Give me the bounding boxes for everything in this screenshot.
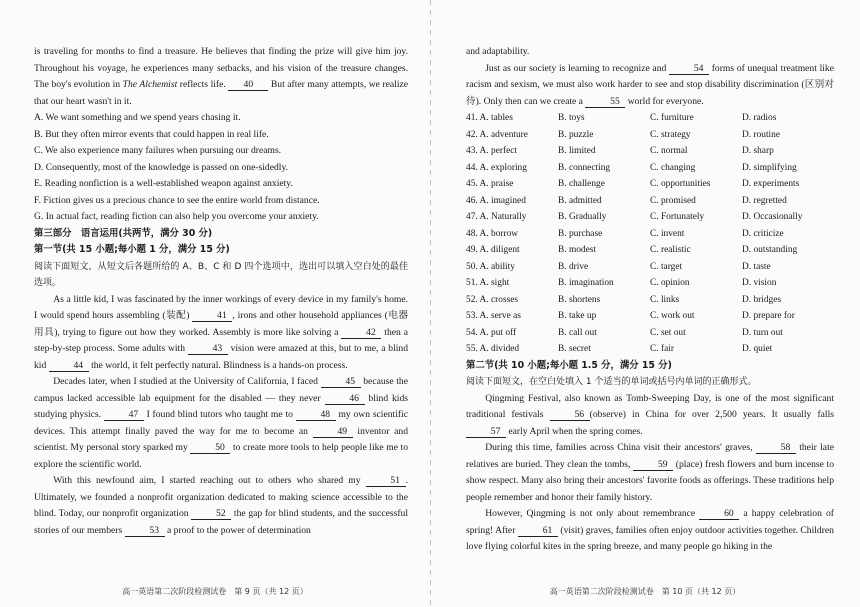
choice-option: C. invent xyxy=(650,228,685,239)
section2-instructions: 阅读下面短文，在空白处填入 1 个适当的单词或括号内单词的正确形式。 xyxy=(466,377,757,387)
choice-row xyxy=(466,275,834,292)
choice-option: 42. A. adventure xyxy=(466,129,528,140)
choice-option: B. Gradually xyxy=(558,212,607,222)
choice-option: D. quiet xyxy=(742,344,773,354)
choice-row xyxy=(466,160,834,177)
blank-46: 46 xyxy=(325,393,365,405)
choice-option: C. links xyxy=(650,294,680,305)
grammar-paragraph-1: Qingming Festival, also known as Tomb-Sweeping Day, is one of the most significant traditional festivals 56 (observe) in China for over 2,500 years. It usually falls 57 early April when the spring comes. xyxy=(466,392,834,437)
choice-option: D. simplifying xyxy=(742,162,797,173)
right-footer: 高一英语第二次阶段检测试卷 第 10 页（共 12 页） xyxy=(549,587,741,596)
cloze-paragraph-4: Just as our society is learning to recognize and 54 forms of unequal treatment like racism and sexism, we must also work harder to see and stop disability discrimination (区别对待). Only then can we create a 55 world for everyone. xyxy=(466,62,834,107)
cloze-paragraph-3: With this newfound aim, I started reaching out to others who shared my 51 . Ultimately, we founded a nonprofit organization dedicated to making science accessible to the blind. Today, our nonprofit organization 52 the gap for blind students, and the successful stories of our members 53 a proof to the power of determination xyxy=(34,475,408,536)
cloze-paragraph-1: As a little kid, I was fascinated by the inner workings of every device in my family's home. I would spend hours assembling (装配) 41 , irons and other household appliances (电器用具), trying to figure out how they worked. Assembly is more like solving a 42 then a step-by-step process. Some adults with 43 vision were amazed at this, but to me, a blind kid 44 the world, it felt perfectly natural. Blindness is a hands-on process. xyxy=(34,293,409,371)
choice-option: 41. A. tables xyxy=(466,113,513,123)
choice-option: B. shortens xyxy=(558,294,601,305)
choice-row xyxy=(466,242,834,259)
choice-option: D. turn out xyxy=(742,327,783,338)
choice-option: D. routine xyxy=(742,129,781,140)
blank-50: 50 xyxy=(190,442,230,454)
choice-row xyxy=(466,259,834,276)
blank-44: 44 xyxy=(49,360,89,372)
option-g: G. In actual fact, reading fiction can also help you overcome your anxiety. xyxy=(34,211,319,222)
blank-51: 51 xyxy=(366,475,406,487)
choice-option: D. Occasionally xyxy=(742,212,803,222)
choice-option: D. radios xyxy=(742,113,777,123)
choice-option: 47. A. Naturally xyxy=(466,212,527,222)
option-c: C. We also experience many failures when pursuing our dreams. xyxy=(34,145,282,156)
blank-47: 47 xyxy=(104,409,144,421)
choices-table xyxy=(466,110,834,358)
blank-56: 56 xyxy=(550,409,590,421)
blank-60: 60 xyxy=(699,508,739,520)
choice-row xyxy=(466,209,834,226)
choice-option: 44. A. exploring xyxy=(466,162,527,173)
choice-option: B. connecting xyxy=(558,162,611,173)
choice-option: B. purchase xyxy=(558,228,603,239)
choice-row xyxy=(466,292,834,309)
choice-option: 51. A. sight xyxy=(466,278,510,288)
right-page xyxy=(430,0,860,607)
option-e: E. Reading nonfiction is a well-established weapon against anxiety. xyxy=(34,178,293,189)
section2-title: 第二节(共 10 小题;每小题 1.5 分，满分 15 分) xyxy=(466,359,672,371)
choice-option: C. changing xyxy=(650,162,696,173)
grammar-paragraph-3: However, Qingming is not only about remembrance 60 a happy celebration of spring! After 61 (visit) graves, families often enjoy outdoor activities together. Children love flying colorful kites in the spring breeze, and many people go hiking in the xyxy=(466,508,835,552)
choice-option: B. admitted xyxy=(558,195,602,206)
choice-row xyxy=(466,110,834,127)
choice-option: C. target xyxy=(650,261,683,272)
choice-option: D. experiments xyxy=(742,179,800,189)
choice-option: C. strategy xyxy=(650,129,691,140)
choice-option: C. realistic xyxy=(650,245,691,255)
choice-option: B. imagination xyxy=(558,278,614,288)
option-a: A. We want something and we spend years chasing it. xyxy=(34,112,241,123)
left-footer: 高一英语第二次阶段检测试卷 第 9 页（共 12 页） xyxy=(122,587,308,596)
choice-option: 52. A. crosses xyxy=(466,294,519,305)
choice-option: 49. A. diligent xyxy=(466,245,520,255)
choice-option: C. opportunities xyxy=(650,179,711,189)
choice-option: D. criticize xyxy=(742,228,784,239)
blank-42: 42 xyxy=(341,327,381,339)
blank-41: 41 xyxy=(192,310,232,322)
choice-option: D. outstanding xyxy=(742,245,798,255)
section1-instructions: 阅读下面短文，从短文后各题所给的 A、B、C 和 D 四个选项中，选出可以填入空白处的最佳选项。 xyxy=(34,261,408,288)
blank-48: 48 xyxy=(296,409,336,421)
choice-option: B. toys xyxy=(558,113,585,123)
blank-54: 54 xyxy=(669,63,709,75)
choice-row xyxy=(466,143,834,160)
choice-option: C. fair xyxy=(650,344,674,354)
choice-option: 46. A. imagined xyxy=(466,195,526,206)
blank-57: 57 xyxy=(466,426,506,438)
choice-option: D. vision xyxy=(742,278,777,288)
choice-option: 48. A. borrow xyxy=(466,228,519,239)
choice-option: B. drive xyxy=(558,261,589,272)
choice-option: B. limited xyxy=(558,146,596,156)
choice-option: D. regretted xyxy=(742,195,787,206)
blank-40: 40 xyxy=(228,79,268,91)
choice-option: 45. A. praise xyxy=(466,179,514,189)
choice-row xyxy=(466,341,834,358)
blank-52: 52 xyxy=(191,508,231,520)
choice-option: D. sharp xyxy=(742,146,774,156)
choice-option: C. work out xyxy=(650,311,695,321)
grammar-paragraph-2: During this time, families across China visit their ancestors' graves, 58 their late relatives are buried. They clean the tombs, 59 (place) fresh flowers and burn incense to show respect. Many also bring their ancestors' favorite foods as offerings. These traditions help people remember and honor their family history. xyxy=(466,442,834,503)
choice-option: B. challenge xyxy=(558,179,605,189)
choice-row xyxy=(466,226,834,243)
choice-option: 54. A. put off xyxy=(466,327,517,338)
part3-title: 第三部分 语言运用(共两节，满分 30 分) xyxy=(34,227,213,239)
choice-option: D. bridges xyxy=(742,294,782,305)
right-column xyxy=(466,44,834,556)
choice-option: C. furniture xyxy=(650,113,694,123)
choice-option: D. prepare for xyxy=(742,311,795,321)
blank-55: 55 xyxy=(585,96,625,108)
choice-option: C. set out xyxy=(650,327,686,338)
choice-option: B. modest xyxy=(558,245,597,255)
choice-option: C. Fortunately xyxy=(650,212,705,222)
option-b: B. But they often mirror events that could happen in real life. xyxy=(34,128,269,140)
passage-ending: is traveling for months to find a treasure. He believes that finding the prize will give him joy. Throughout his voyage, he experiences many setbacks, and his vision of the treasure changes. The boy's evolution in The Alchemist reflects life. 40 But after many attempts, we realize that our heart wasn't in it. xyxy=(34,46,408,107)
choice-option: 43. A. perfect xyxy=(466,146,518,156)
choice-option: 53. A. serve as xyxy=(466,311,521,321)
choice-row xyxy=(466,176,834,193)
choice-option: B. secret xyxy=(558,344,591,354)
choice-option: C. normal xyxy=(650,146,688,156)
left-column xyxy=(34,44,408,539)
blank-58: 58 xyxy=(756,442,796,454)
cloze-paragraph-2: Decades later, when I studied at the University of California, I faced 45 because the campus lacked accessible lab equipment for the disabled — they never 46 blind kids studying physics. 47 I found blind tutors who taught me to 48 my own scientific devices. This attempt finally paved the way for me to become an 49 inventor and scientist. My personal story sparked my 50 to create more tools to help people like me to explore the scientific world. xyxy=(34,376,409,470)
blank-53: 53 xyxy=(125,525,165,537)
blank-49: 49 xyxy=(313,426,353,438)
blank-45: 45 xyxy=(321,376,361,388)
blank-59: 59 xyxy=(633,459,673,471)
choice-option: 55. A. divided xyxy=(466,344,520,354)
choice-option: C. promised xyxy=(650,195,696,206)
choice-option: D. taste xyxy=(742,261,771,272)
choice-option: B. call out xyxy=(558,327,597,338)
choice-row xyxy=(466,127,834,144)
choice-option: B. puzzle xyxy=(558,129,594,140)
option-f: F. Fiction gives us a precious chance to see the entire world from distance. xyxy=(34,194,320,206)
choice-option: 50. A. ability xyxy=(466,261,515,272)
choice-row xyxy=(466,193,834,210)
blank-43: 43 xyxy=(188,343,228,355)
option-d: D. Consequently, most of the knowledge is passed on one-sidedly. xyxy=(34,161,289,173)
choice-option: C. opinion xyxy=(650,278,690,288)
choice-option: B. take up xyxy=(558,311,597,321)
passage-continuation: and adaptability. xyxy=(466,46,530,57)
section1-title: 第一节(共 15 小题;每小题 1 分，满分 15 分) xyxy=(34,244,230,255)
choice-row xyxy=(466,325,834,342)
choice-row xyxy=(466,308,834,325)
blank-61: 61 xyxy=(518,525,558,537)
